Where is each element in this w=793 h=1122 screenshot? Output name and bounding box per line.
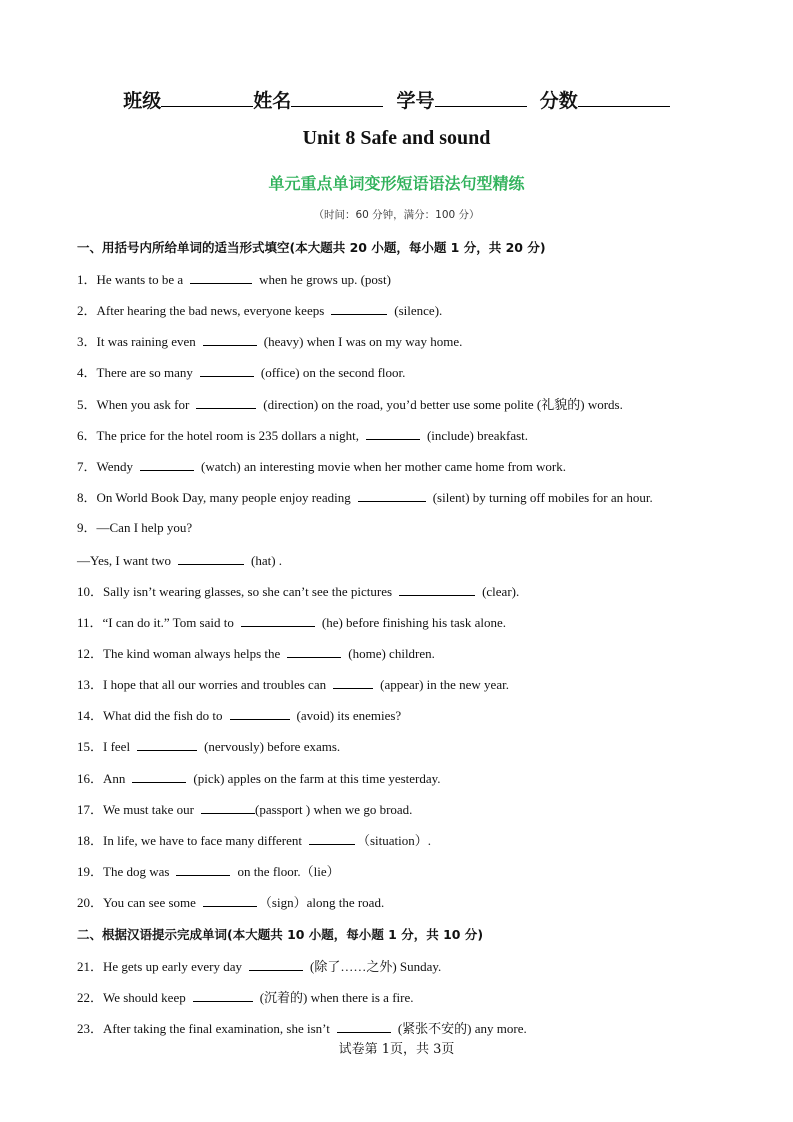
answer-blank[interactable] [200, 363, 254, 377]
question-11: 11．“I can do it.” Tom said to (he) before finishing his task alone. [77, 615, 506, 630]
answer-blank[interactable] [358, 488, 426, 502]
answer-blank[interactable] [203, 332, 257, 346]
answer-blank[interactable] [287, 644, 341, 658]
question-8: 8．On World Book Day, many people enjoy reading (silent) by turning off mobiles for an hour. [77, 490, 653, 505]
page-title: Unit 8 Safe and sound [302, 127, 491, 149]
question-1: 1．He wants to be a when he grows up. (post) [77, 272, 391, 287]
question-22: 22．We should keep (沉着的) when there is a fire. [77, 990, 414, 1005]
question-19: 19．The dog was on the floor.（lie） [77, 864, 340, 879]
score-blank[interactable] [578, 88, 670, 107]
answer-blank[interactable] [196, 395, 256, 409]
answer-blank[interactable] [337, 1019, 391, 1033]
question-7: 7．Wendy (watch) an interesting movie when her mother came home from work. [77, 459, 566, 474]
answer-blank[interactable] [178, 551, 244, 565]
answer-blank[interactable] [132, 769, 186, 783]
answer-blank[interactable] [203, 893, 257, 907]
answer-blank[interactable] [333, 675, 373, 689]
score-label: 分数 [539, 90, 578, 112]
answer-blank[interactable] [176, 862, 230, 876]
section-heading-1: 一、用括号内所给单词的适当形式填空(本大题共 20 小题，每小题 1 分，共 20 分) [77, 240, 546, 255]
class-blank[interactable] [161, 88, 253, 107]
answer-blank[interactable] [193, 988, 253, 1002]
answer-blank[interactable] [190, 270, 252, 284]
answer-blank[interactable] [399, 582, 475, 596]
question-10: 10．Sally isn’t wearing glasses, so she can’t see the pictures (clear). [77, 584, 520, 599]
question-5: 5．When you ask for (direction) on the road, you’d better use some polite (礼貌的) words. [77, 397, 623, 412]
question-17: 17．We must take our (passport ) when we go broad. [77, 802, 413, 817]
question-13: 13．I hope that all our worries and troubles can (appear) in the new year. [77, 677, 509, 692]
answer-blank[interactable] [366, 426, 420, 440]
page-subtitle: 单元重点单词变形短语语法句型精练 [268, 174, 525, 193]
answer-blank[interactable] [201, 800, 255, 814]
question-2: 2．After hearing the bad news, everyone keeps (silence). [77, 303, 443, 318]
id-blank[interactable] [435, 88, 527, 107]
page-footer: 试卷第 1页，共 3页 [338, 1042, 455, 1057]
answer-blank[interactable] [241, 613, 315, 627]
question-14: 14．What did the fish do to (avoid) its enemies? [77, 708, 402, 723]
question-4: 4．There are so many (office) on the second floor. [77, 365, 406, 380]
question-12: 12．The kind woman always helps the (home) children. [77, 646, 435, 661]
question-21: 21．He gets up early every day (除了……之外) Sunday. [77, 959, 442, 974]
class-label: 班级 [123, 90, 162, 112]
question-6: 6．The price for the hotel room is 235 dollars a night, (include) breakfast. [77, 428, 529, 443]
question-9: 9．—Can I help you? [77, 520, 193, 535]
id-label: 学号 [396, 90, 435, 112]
answer-blank[interactable] [230, 706, 290, 720]
question-15: 15．I feel (nervously) before exams. [77, 739, 341, 754]
name-label: 姓名 [253, 90, 292, 112]
answer-blank[interactable] [137, 737, 197, 751]
student-info-header [0, 86, 793, 113]
question-3: 3．It was raining even (heavy) when I was on my way home. [77, 334, 463, 349]
section-heading-2: 二、根据汉语提示完成单词(本大题共 10 小题，每小题 1 分，共 10 分) [77, 927, 484, 942]
answer-blank[interactable] [309, 831, 355, 845]
name-blank[interactable] [291, 88, 383, 107]
answer-blank[interactable] [331, 301, 387, 315]
question-20: 20．You can see some （sign）along the road. [77, 895, 385, 910]
question-18: 18．In life, we have to face many different （situation）. [77, 833, 432, 848]
question-16: 16．Ann (pick) apples on the farm at this time yesterday. [77, 771, 441, 786]
question-23: 23．After taking the final examination, she isn’t (紧张不安的) any more. [77, 1021, 527, 1036]
question-9-reply: —Yes, I want two (hat) . [77, 553, 283, 568]
answer-blank[interactable] [249, 957, 303, 971]
time-note: （时间：60 分钟，满分：100 分） [313, 209, 480, 221]
answer-blank[interactable] [140, 457, 194, 471]
